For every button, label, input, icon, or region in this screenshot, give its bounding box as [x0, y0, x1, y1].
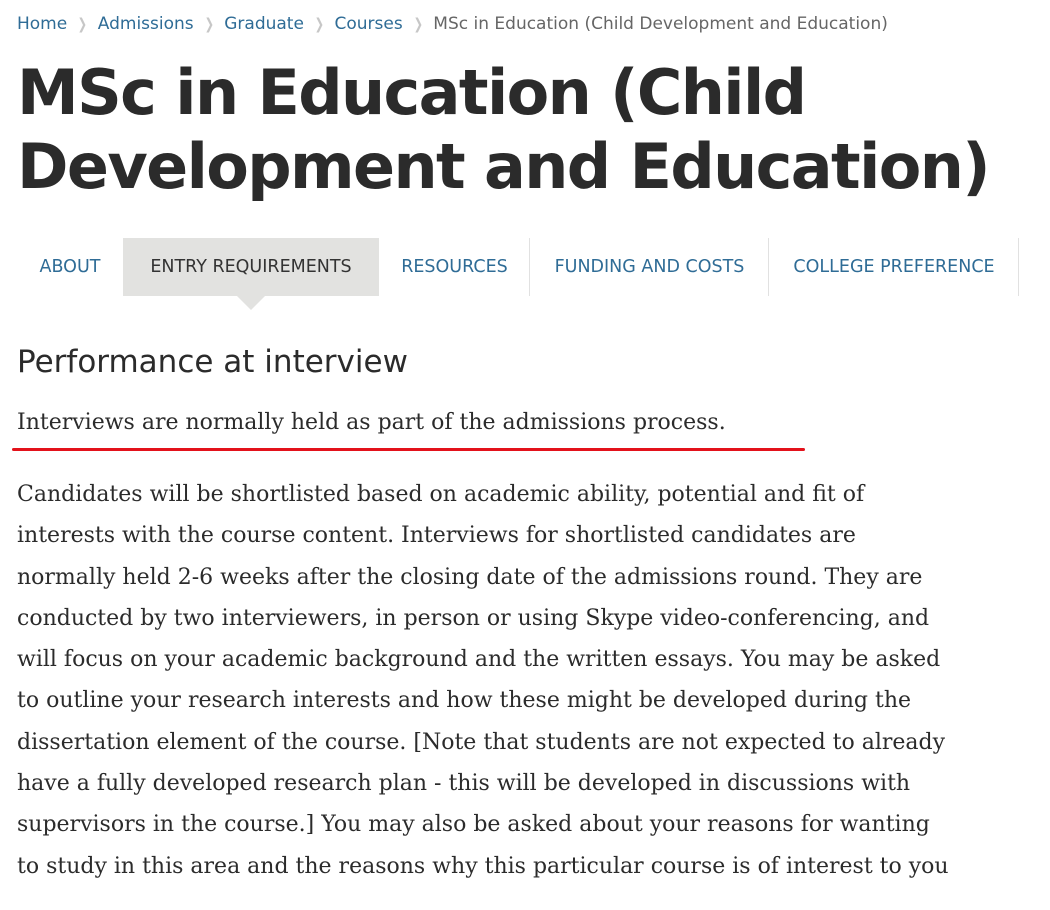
- breadcrumb-link-graduate[interactable]: Graduate: [224, 14, 304, 34]
- page-title: [17, 56, 1027, 204]
- page-title-line-2: Development and Education): [17, 130, 989, 203]
- body-line: supervisors in the course.] You may also be asked about your reasons for wanting: [17, 812, 930, 838]
- tab-resources[interactable]: [379, 238, 530, 296]
- breadcrumb-link-admissions[interactable]: Admissions: [97, 14, 194, 34]
- lead-paragraph: Interviews are normally held as part of the admissions process.: [17, 410, 726, 435]
- body-line: to study in this area and the reasons why this particular course is of interest to you: [17, 853, 949, 879]
- body-line: interests with the course content. Interviews for shortlisted candidates are: [17, 523, 856, 549]
- body-line: conducted by two interviewers, in person or using Skype video-conferencing, and: [17, 605, 930, 631]
- page-title-line-1: MSc in Education (Child: [17, 56, 806, 129]
- tab-college-preference-label: COLLEGE PREFERENCE: [793, 257, 995, 277]
- course-tabs: [17, 238, 1019, 296]
- tab-entry-requirements-label: ENTRY REQUIREMENTS: [150, 257, 352, 277]
- breadcrumb-current-page: MSc in Education (Child Development and Education): [433, 14, 888, 34]
- tab-funding-and-costs[interactable]: [530, 238, 769, 296]
- tab-about[interactable]: [17, 238, 123, 296]
- body-line: Candidates will be shortlisted based on academic ability, potential and fit of: [17, 482, 865, 507]
- body-paragraph: [17, 474, 1029, 887]
- tab-resources-label: RESOURCES: [401, 257, 508, 277]
- body-line: will focus on your academic background and the written essays. You may be asked: [17, 647, 941, 673]
- tab-funding-and-costs-label: FUNDING AND COSTS: [554, 257, 745, 277]
- body-line: to outline your research interests and how these might be developed during the: [17, 688, 912, 714]
- chevron-right-icon: ❯: [314, 15, 324, 33]
- chevron-right-icon: ❯: [77, 15, 88, 33]
- body-line: dissertation element of the course. [Note that students are not expected to already: [17, 729, 946, 755]
- active-tab-pointer-icon: [237, 296, 265, 310]
- breadcrumb: [17, 12, 888, 36]
- breadcrumb-link-courses[interactable]: Courses: [334, 14, 403, 34]
- breadcrumb-link-home[interactable]: Home: [17, 14, 68, 34]
- chevron-right-icon: ❯: [204, 15, 214, 33]
- section-heading: Performance at interview: [17, 344, 408, 380]
- body-line: normally held 2-6 weeks after the closing date of the admissions round. They are: [17, 564, 923, 590]
- tab-entry-requirements[interactable]: [123, 238, 379, 296]
- tab-college-preference[interactable]: [769, 238, 1019, 296]
- tab-about-label: ABOUT: [39, 257, 101, 277]
- chevron-right-icon: ❯: [413, 15, 423, 33]
- body-line: have a fully developed research plan - this will be developed in discussions with: [17, 771, 911, 797]
- red-underline-annotation: [12, 448, 805, 451]
